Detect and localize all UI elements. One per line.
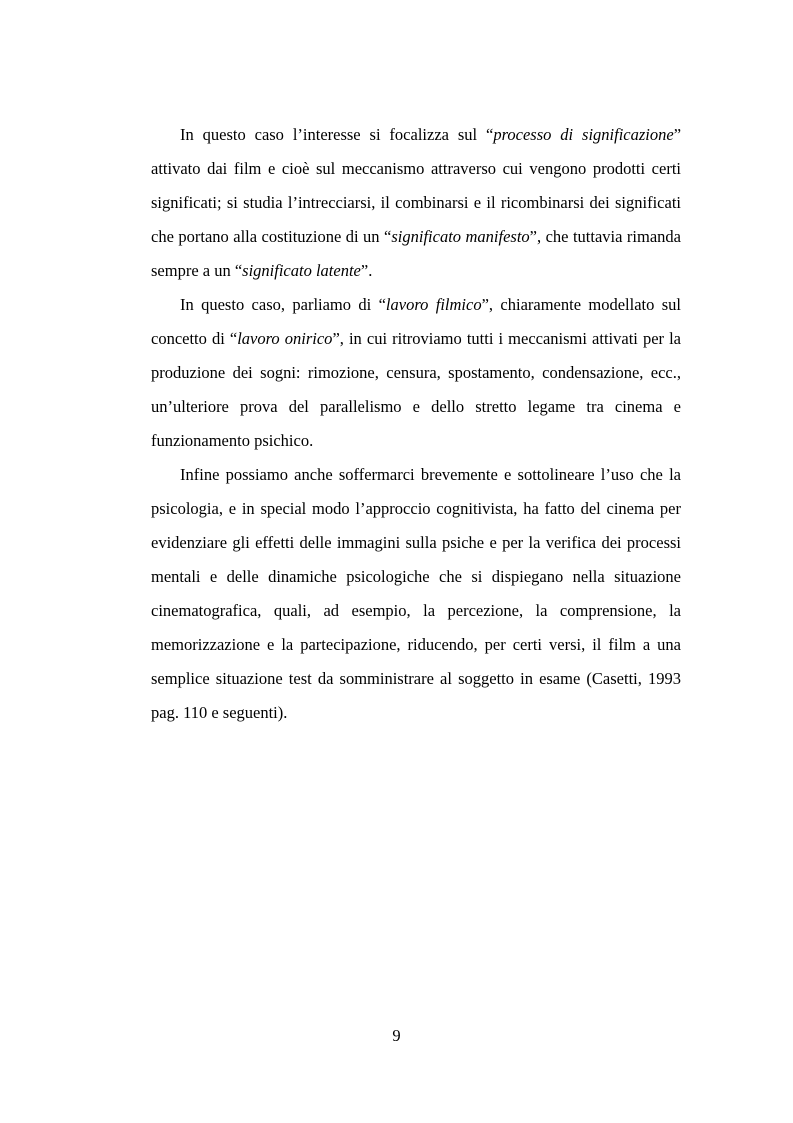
paragraph-1-text: In questo caso l’interesse si focalizza sul “ <box>180 125 494 144</box>
paragraph-1-text: ”, che tuttavia rimanda sempre a un “ <box>151 227 681 280</box>
italic-term-processo-di-significazione: processo di significazione <box>493 125 674 144</box>
italic-term-lavoro-onirico: lavoro onirico <box>237 329 333 348</box>
paragraph-2-text: ”, in cui ritroviamo tutti i meccanismi attivati per la produzione dei sogni: rimozione, censura, spostamento, condensazione, ecc., un’ulteriore prova del parallelismo e dello stretto legame tra cinema e funzionamento psichico. <box>151 329 682 450</box>
paragraph-1-text: ” attivato dai film e cioè sul meccanismo attraverso cui vengono prodotti certi significati; si studia l’intrecciarsi, il combinarsi e il ricombinarsi dei significati che portano alla costituzione di un “ <box>151 125 682 246</box>
body-text <box>151 118 681 730</box>
paragraph-2 <box>151 288 681 458</box>
paragraph-3-text: Infine possiamo anche soffermarci brevemente e sottolineare l’uso che la psicologia, e in special modo l’approccio cognitivista, ha fatto del cinema per evidenziare gli effetti delle immagini sulla psiche e per la verifica dei processi mentali e delle dinamiche psicologiche che si dispiegano nella situazione cinematografica, quali, ad esempio, la percezione, la comprensione, la memorizzazione e la partecipazione, riducendo, per certi versi, il film a una semplice situazione test da somministrare al soggetto in esame (Casetti, 1993 pag. 110 e seguenti). <box>151 465 681 722</box>
paragraph-2-text: In questo caso, parliamo di “ <box>180 295 386 314</box>
paragraph-1 <box>151 118 681 288</box>
paragraph-3 <box>151 458 681 730</box>
italic-term-significato-manifesto: significato manifesto <box>391 227 530 246</box>
italic-term-significato-latente: significato latente <box>242 261 361 280</box>
page-number: 9 <box>392 1026 401 1045</box>
paragraph-2-text: ”, chiaramente modellato sul concetto di “ <box>151 295 682 348</box>
italic-term-lavoro-filmico: lavoro filmico <box>385 295 482 314</box>
paragraph-1-text: ”. <box>360 261 373 280</box>
